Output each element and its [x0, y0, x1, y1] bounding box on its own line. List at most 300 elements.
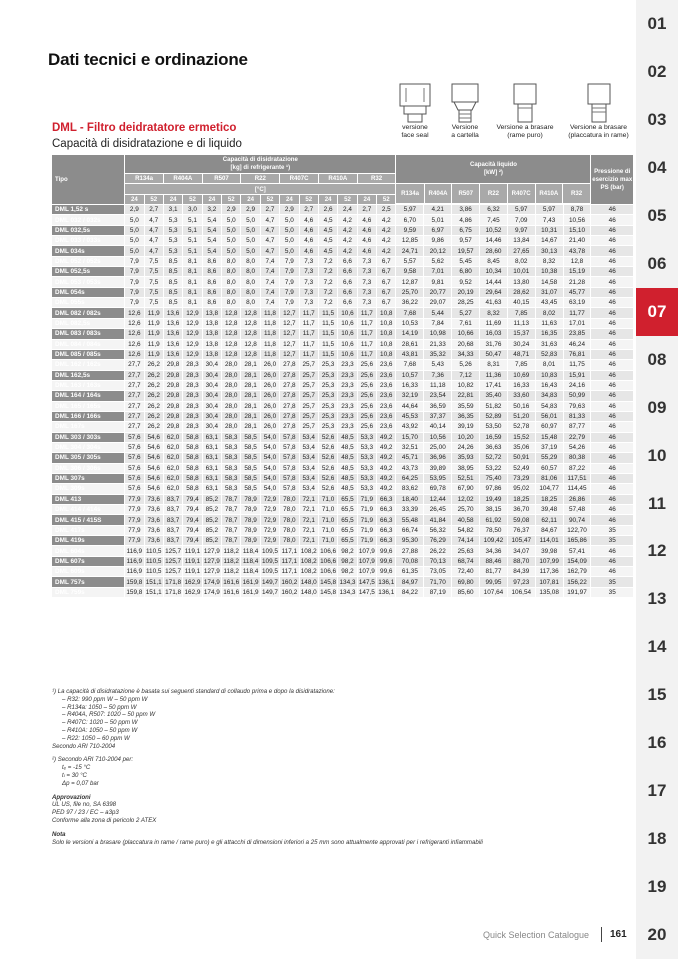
model-cell: DML 1,52 s — [52, 205, 125, 215]
table-row — [52, 277, 634, 287]
value-cell: 12,6 — [125, 339, 144, 349]
model-cell: DML 609s — [52, 567, 125, 577]
value-cell: 28,1 — [241, 380, 260, 390]
value-cell: 29,8 — [163, 401, 182, 411]
value-cell: 98,2 — [338, 556, 357, 566]
chapter-tab-09[interactable]: 09 — [647, 397, 667, 417]
value-cell: 28,60 — [480, 246, 508, 256]
value-cell: 14,58 — [535, 277, 563, 287]
value-cell: 7,09 — [507, 215, 535, 225]
value-cell: 25,7 — [299, 411, 318, 421]
value-cell: 2,9 — [280, 205, 299, 215]
value-cell: 99,6 — [377, 567, 396, 577]
chapter-tab-06[interactable]: 06 — [647, 253, 667, 273]
value-cell: 25,6 — [357, 380, 376, 390]
value-cell: 12,9 — [183, 349, 202, 359]
value-cell: 125,7 — [165, 568, 182, 576]
value-cell: 15,19 — [563, 267, 591, 277]
value-cell: 116,9 — [126, 557, 143, 565]
value-cell: 23,6 — [377, 422, 396, 432]
value-cell: 16,59 — [480, 432, 508, 442]
value-cell: 7,3 — [357, 287, 376, 297]
value-cell: 49,2 — [377, 463, 396, 473]
value-cell: 8,0 — [222, 256, 241, 266]
model-cell: DML 306 / 306s — [52, 463, 125, 473]
chapter-tab-13[interactable]: 13 — [647, 589, 667, 609]
value-cell: 58,8 — [183, 463, 202, 473]
value-cell: 7,9 — [280, 287, 299, 297]
value-cell: 23,3 — [338, 411, 357, 421]
model-cell: DML 052,5s — [52, 267, 125, 277]
variant-solder-plated — [562, 80, 635, 140]
value-cell: 2,6 — [318, 205, 337, 215]
chapter-tab-10[interactable]: 10 — [647, 445, 667, 465]
value-cell: 46 — [591, 349, 634, 359]
pressure-header — [591, 155, 634, 205]
value-cell: 30,4 — [202, 391, 221, 401]
value-cell: 8,5 — [163, 267, 182, 277]
value-cell: 108,2 — [300, 568, 317, 576]
value-cell: 4,2 — [338, 246, 357, 256]
temperature-header: 24 — [202, 194, 221, 204]
value-cell: 4,86 — [452, 215, 480, 225]
model-cell: DML 309s — [52, 484, 125, 494]
value-cell: 84,67 — [535, 525, 563, 535]
value-cell: 99,6 — [377, 546, 396, 556]
value-cell: 109,5 — [261, 568, 278, 576]
value-cell: 48,5 — [338, 453, 357, 463]
value-cell: 23,85 — [563, 329, 591, 339]
value-cell: 8,5 — [163, 287, 182, 297]
nota-title: Nota — [52, 830, 66, 838]
value-cell: 74,14 — [452, 536, 480, 546]
value-cell: 79,4 — [183, 525, 202, 535]
value-cell: 23,6 — [377, 380, 396, 390]
value-cell: 5,45 — [452, 256, 480, 266]
value-cell: 35,59 — [452, 401, 480, 411]
value-cell: 118,2 — [223, 547, 239, 555]
value-cell: 26,0 — [260, 360, 279, 370]
value-cell: 46 — [591, 267, 634, 277]
value-cell: 16,33 — [396, 380, 424, 390]
value-cell: 6,7 — [377, 298, 396, 308]
value-cell: 56,01 — [535, 411, 563, 421]
value-cell: 33,39 — [396, 505, 424, 515]
value-cell: 114,01 — [535, 536, 563, 546]
value-cell: 53,3 — [357, 442, 376, 452]
value-cell: 6,7 — [377, 277, 396, 287]
value-cell: 4,5 — [318, 215, 337, 225]
value-cell: 71,0 — [318, 505, 337, 515]
value-cell: 83,62 — [396, 484, 424, 494]
value-cell: 23,6 — [377, 370, 396, 380]
value-cell: 28,3 — [183, 391, 202, 401]
value-cell: 12,6 — [125, 318, 144, 328]
value-cell: 119,1 — [184, 557, 201, 565]
liquid-capacity-header — [396, 155, 591, 184]
temperature-header: 24 — [280, 194, 299, 204]
value-cell: 7,9 — [280, 267, 299, 277]
value-cell: 29,64 — [480, 287, 508, 297]
value-cell: 78,0 — [280, 525, 299, 535]
value-cell: 7,4 — [260, 256, 279, 266]
capacity-table — [52, 155, 634, 598]
value-cell: 4,7 — [260, 215, 279, 225]
value-cell: 5,3 — [163, 225, 182, 235]
value-cell: 11,75 — [563, 360, 591, 370]
value-cell: 7,45 — [480, 215, 508, 225]
value-cell: 26,45 — [424, 505, 452, 515]
value-cell: 57,8 — [280, 453, 299, 463]
value-cell: 25,6 — [357, 370, 376, 380]
value-cell: 87,19 — [424, 587, 452, 597]
value-cell: 35,06 — [507, 442, 535, 452]
value-cell: 66,3 — [377, 515, 396, 525]
value-cell: 78,9 — [241, 505, 260, 515]
value-cell: 110,5 — [145, 568, 162, 576]
value-cell: 24,71 — [396, 246, 424, 256]
value-cell: 7,3 — [299, 298, 318, 308]
value-cell: 26,2 — [144, 360, 163, 370]
value-cell: 43,81 — [396, 349, 424, 359]
value-cell: 31,07 — [535, 287, 563, 297]
value-cell: 171,8 — [165, 578, 182, 586]
value-cell: 25,70 — [452, 505, 480, 515]
solder-plated-fitting-icon — [578, 80, 620, 124]
value-cell: 2,7 — [299, 205, 318, 215]
value-cell: 63,1 — [202, 442, 221, 452]
value-cell: 8,6 — [202, 256, 221, 266]
approvals-title: Approvazioni — [52, 793, 91, 801]
chapter-tab-05[interactable]: 05 — [647, 205, 667, 225]
value-cell: 63,1 — [202, 432, 221, 442]
value-cell: 28,0 — [222, 370, 241, 380]
value-cell: 2,9 — [222, 205, 241, 215]
value-cell: 5,1 — [183, 236, 202, 246]
value-cell: 147,5 — [358, 588, 375, 596]
dry-capacity-header — [125, 155, 396, 174]
chapter-tab-03[interactable]: 03 — [647, 109, 667, 129]
value-cell: 71,0 — [318, 525, 337, 535]
value-cell: 8,78 — [563, 205, 591, 215]
table-row — [52, 298, 634, 308]
model-cell: DML 085 / 085s — [52, 349, 125, 359]
value-cell: 43,45 — [535, 298, 563, 308]
chapter-tab-01[interactable]: 01 — [647, 14, 667, 33]
model-cell: DML 034s — [52, 246, 125, 256]
value-cell: 28,0 — [222, 360, 241, 370]
value-cell: 48,5 — [338, 473, 357, 483]
value-cell: 70,08 — [396, 556, 424, 566]
value-cell: 53,50 — [480, 422, 508, 432]
value-cell: 54,6 — [144, 484, 163, 494]
chapter-tab-04[interactable]: 04 — [647, 157, 667, 177]
variant-solder-copper — [490, 80, 560, 140]
value-cell: 13,6 — [163, 329, 182, 339]
model-cell: DML 167s — [52, 422, 125, 432]
value-cell: 23,6 — [377, 391, 396, 401]
value-cell: 28,3 — [183, 370, 202, 380]
table-row — [52, 339, 634, 349]
value-cell: 11,5 — [318, 349, 337, 359]
value-cell: 174,9 — [203, 578, 220, 586]
value-cell: 85,2 — [202, 525, 221, 535]
value-cell: 63,1 — [202, 484, 221, 494]
model-cell: DML 084 / 084s — [52, 339, 125, 349]
value-cell: 11,5 — [318, 308, 337, 318]
value-cell: 3,86 — [452, 205, 480, 215]
value-cell: 23,3 — [338, 360, 357, 370]
table-row — [52, 515, 634, 525]
chapter-tab-12[interactable]: 12 — [647, 541, 667, 561]
value-cell: 71,9 — [357, 525, 376, 535]
value-cell: 12,8 — [222, 349, 241, 359]
value-cell: 11,77 — [563, 308, 591, 318]
model-cell: DML 419s — [52, 536, 125, 546]
value-cell: 58,5 — [241, 442, 260, 452]
value-cell: 10,82 — [452, 380, 480, 390]
value-cell: 18,40 — [396, 494, 424, 504]
value-cell: 7,3 — [299, 277, 318, 287]
value-cell: 46 — [591, 463, 634, 473]
dry-capacity-header-l1: Capacità di disidratazione — [222, 156, 298, 163]
model-cell: DML 165 / 165s — [52, 401, 125, 411]
table-row — [52, 587, 634, 597]
value-cell: 83,7 — [163, 505, 182, 515]
chapter-tab-16[interactable]: 16 — [647, 733, 667, 753]
value-cell: 65,5 — [338, 515, 357, 525]
value-cell: 5,0 — [280, 236, 299, 246]
table-row — [52, 546, 634, 556]
temperature-header: 24 — [241, 194, 260, 204]
value-cell: 73,29 — [507, 473, 535, 483]
value-cell: 4,5 — [318, 236, 337, 246]
value-cell: 161,6 — [223, 578, 240, 586]
table-row — [52, 473, 634, 483]
value-cell: 46 — [591, 432, 634, 442]
value-cell: 58,3 — [222, 463, 241, 473]
value-cell: 28,3 — [183, 401, 202, 411]
value-cell: 57,6 — [125, 484, 144, 494]
value-cell: 10,8 — [377, 339, 396, 349]
value-cell: 25,3 — [318, 391, 337, 401]
value-cell: 10,6 — [338, 349, 357, 359]
dry-capacity-header-l2: [kg] di refrigerante ¹) — [230, 164, 291, 171]
value-cell: 66,3 — [377, 536, 396, 546]
value-cell: 65,5 — [338, 536, 357, 546]
value-cell: 23,6 — [377, 360, 396, 370]
variant-label: a cartella — [451, 132, 479, 139]
table-row — [52, 525, 634, 535]
chapter-tab-19[interactable]: 19 — [647, 877, 667, 897]
value-cell: 4,6 — [299, 246, 318, 256]
value-cell: 134,3 — [339, 588, 356, 596]
value-cell: 11,5 — [318, 318, 337, 328]
table-row — [52, 225, 634, 235]
value-cell: 2,9 — [125, 205, 144, 215]
value-cell: 31,76 — [480, 339, 508, 349]
value-cell: 13,6 — [163, 308, 182, 318]
value-cell: 12,8 — [241, 318, 260, 328]
value-cell: 23,6 — [377, 411, 396, 421]
value-cell: 25,3 — [318, 411, 337, 421]
value-cell: 109,5 — [261, 547, 278, 555]
value-cell: 60,57 — [535, 463, 563, 473]
chapter-tab-08[interactable]: 08 — [647, 349, 667, 369]
value-cell: 13,8 — [202, 329, 221, 339]
chapter-tab-14[interactable]: 14 — [647, 637, 667, 657]
value-cell: 40,58 — [452, 515, 480, 525]
value-cell: 7,4 — [260, 287, 279, 297]
value-cell: 72,9 — [260, 536, 279, 546]
value-cell: 119,1 — [184, 547, 201, 555]
value-cell: 48,5 — [338, 432, 357, 442]
value-cell: 39,19 — [452, 422, 480, 432]
value-cell: 39,89 — [424, 463, 452, 473]
value-cell: 83,7 — [163, 536, 182, 546]
page-number: 161 — [610, 929, 627, 940]
value-cell: 27,7 — [125, 391, 144, 401]
value-cell: 19,57 — [452, 246, 480, 256]
value-cell: 37,37 — [424, 411, 452, 421]
value-cell: 191,97 — [563, 587, 591, 597]
value-cell: 48,5 — [338, 463, 357, 473]
chapter-tab-15[interactable]: 15 — [647, 685, 667, 705]
value-cell: 134,3 — [339, 578, 356, 586]
value-cell: 5,0 — [241, 246, 260, 256]
table-row — [52, 360, 634, 370]
liquid-refrigerant-header: R134a — [396, 184, 424, 204]
value-cell: 11,8 — [260, 339, 279, 349]
value-cell: 54,0 — [260, 473, 279, 483]
value-cell: 78,9 — [241, 515, 260, 525]
chapter-tab-11[interactable]: 11 — [648, 493, 666, 513]
value-cell: 52,6 — [318, 463, 337, 473]
value-cell: 46 — [591, 318, 634, 328]
value-cell: 2,7 — [144, 205, 163, 215]
value-cell: 78,9 — [241, 536, 260, 546]
value-cell: 11,7 — [299, 339, 318, 349]
value-cell: 8,6 — [202, 277, 221, 287]
model-cell: DML 082,5s — [52, 318, 125, 328]
value-cell: 25,6 — [357, 401, 376, 411]
value-cell: 9,57 — [452, 236, 480, 246]
value-cell: 35,93 — [452, 453, 480, 463]
value-cell: 60,97 — [535, 422, 563, 432]
value-cell: 68,74 — [452, 556, 480, 566]
value-cell: 174,9 — [203, 588, 220, 596]
value-cell: 13,80 — [507, 277, 535, 287]
chapter-tab-02[interactable]: 02 — [647, 61, 667, 81]
variant-face-seal — [390, 80, 440, 140]
value-cell: 8,0 — [222, 277, 241, 287]
value-cell: 107,81 — [535, 577, 563, 587]
value-cell: 27,65 — [507, 246, 535, 256]
value-cell: 28,3 — [183, 380, 202, 390]
value-cell: 12,8 — [241, 339, 260, 349]
value-cell: 127,9 — [203, 557, 220, 565]
value-cell: 57,41 — [563, 546, 591, 556]
variant-flare — [442, 80, 488, 140]
value-cell: 84,22 — [396, 587, 424, 597]
value-cell: 7,3 — [357, 267, 376, 277]
temperature-header: 52 — [183, 194, 202, 204]
table-row — [52, 432, 634, 442]
value-cell: 35 — [591, 525, 634, 535]
value-cell: 117,1 — [281, 547, 298, 555]
value-cell: 25,7 — [299, 391, 318, 401]
value-cell: 54,0 — [260, 432, 279, 442]
value-cell: 30,4 — [202, 370, 221, 380]
section-subtitle: Capacità di disidratazione e di liquido — [52, 138, 242, 150]
chapter-tab-18[interactable]: 18 — [647, 829, 667, 849]
value-cell: 4,21 — [424, 205, 452, 215]
value-cell: 5,0 — [125, 236, 144, 246]
value-cell: 108,2 — [300, 557, 317, 565]
value-cell: 7,9 — [125, 287, 144, 297]
value-cell: 118,4 — [242, 568, 259, 576]
value-cell: 43,78 — [563, 246, 591, 256]
value-cell: 46 — [591, 256, 634, 266]
value-cell: 52,6 — [318, 484, 337, 494]
value-cell: 58,3 — [222, 473, 241, 483]
value-cell: 24,26 — [452, 442, 480, 452]
value-cell: 56,32 — [424, 525, 452, 535]
value-cell: 62,0 — [163, 484, 182, 494]
value-cell: 26,2 — [144, 391, 163, 401]
chapter-tab-07[interactable]: 07 — [636, 288, 678, 336]
footer-catalogue: Quick Selection Catalogue — [483, 930, 590, 940]
value-cell: 7,9 — [125, 256, 144, 266]
value-cell: 11,7 — [299, 318, 318, 328]
value-cell: 19,49 — [480, 494, 508, 504]
value-cell: 12,7 — [280, 339, 299, 349]
model-cell: DML 757s — [52, 577, 125, 587]
value-cell: 41,84 — [424, 515, 452, 525]
value-cell: 10,69 — [507, 370, 535, 380]
value-cell: 11,7 — [357, 339, 376, 349]
value-cell: 11,36 — [480, 370, 508, 380]
value-cell: 53,4 — [299, 442, 318, 452]
chapter-tab-17[interactable]: 17 — [647, 781, 667, 801]
value-cell: 71,9 — [357, 505, 376, 515]
model-cell: DML 033 / 033s — [52, 236, 125, 246]
value-cell: 2,4 — [338, 205, 357, 215]
value-cell: 171,8 — [165, 588, 182, 596]
value-cell: 72,9 — [260, 525, 279, 535]
model-cell: DML 607s — [52, 556, 125, 566]
value-cell: 6,75 — [452, 225, 480, 235]
value-cell: 77,9 — [125, 515, 144, 525]
value-cell: 99,6 — [377, 556, 396, 566]
value-cell: 8,5 — [163, 277, 182, 287]
value-cell: 106,6 — [320, 547, 337, 555]
value-cell: 15,91 — [563, 370, 591, 380]
value-cell: 10,6 — [338, 308, 357, 318]
value-cell: 108,2 — [300, 547, 317, 555]
value-cell: 10,6 — [338, 339, 357, 349]
value-cell: 95,02 — [507, 484, 535, 494]
value-cell: 54,6 — [144, 442, 163, 452]
value-cell: 109,5 — [261, 557, 278, 565]
value-cell: 12,8 — [222, 339, 241, 349]
value-cell: 2,7 — [260, 205, 279, 215]
value-cell: 11,5 — [318, 329, 337, 339]
value-cell: 12,9 — [183, 308, 202, 318]
value-cell: 63,19 — [563, 298, 591, 308]
chapter-tab-20[interactable]: 20 — [647, 925, 667, 945]
value-cell: 62,0 — [163, 473, 182, 483]
